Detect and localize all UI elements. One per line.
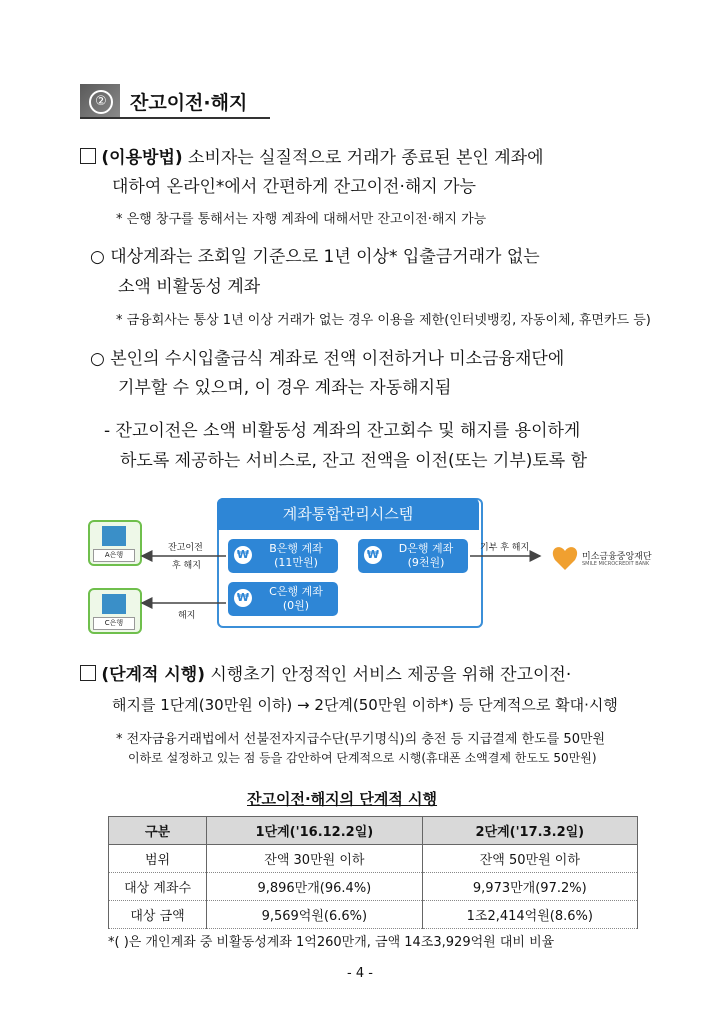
won-coin-icon: ₩ [234, 589, 252, 607]
table-cell: 9,569억원(6.6%) [207, 901, 422, 929]
won-coin-icon: ₩ [364, 546, 382, 564]
p5-label: (단계적 시행) [101, 665, 205, 685]
page-number: - 4 - [347, 966, 373, 981]
bank-c-label: C은행 [93, 617, 135, 630]
table-cell: 9,973만개(97.2%) [422, 873, 637, 901]
p3-text1: 본인의 수시입출금식 계좌로 전액 이전하거나 미소금융재단에 [110, 349, 565, 369]
account-c-name: C은행 계좌 [269, 585, 323, 598]
table-cell: 범위 [109, 845, 207, 873]
label-donate-close: 기부 후 해지 [480, 543, 530, 553]
p1-note: * 은행 창구를 통해서는 자행 계좌에 대해서만 잔고이전·해지 가능 [116, 212, 487, 227]
p1-line2: 대하여 온라인*에서 간편하게 잔고이전·해지 가능 [112, 177, 476, 197]
section-title: 잔고이전·해지 [130, 92, 248, 114]
p5-note1: * 전자금융거래법에서 선불전자지급수단(무기명식)의 충전 등 지급결제 한도를 50만원 [116, 732, 606, 747]
account-d-name: D은행 계좌 [398, 542, 454, 555]
account-b-amount: (11만원) [274, 556, 318, 569]
checkbox-square-icon [80, 665, 96, 681]
p4-line2: 하도록 제공하는 서비스로, 잔고 전액을 이전(또는 기부)토록 함 [120, 451, 588, 471]
table-row [109, 873, 638, 901]
table-header: 구분 [109, 817, 207, 845]
table-cell: 1조2,414억원(8.6%) [422, 901, 637, 929]
p4-line1: - 잔고이전은 소액 비활동성 계좌의 잔고회수 및 해지를 용이하게 [104, 421, 581, 441]
table-title: 잔고이전·해지의 단계적 시행 [247, 790, 438, 808]
won-coin-icon: ₩ [234, 546, 252, 564]
heart-logo-icon [553, 547, 577, 570]
account-b-name: B은행 계좌 [269, 542, 323, 555]
p5-line1 [80, 663, 571, 687]
p2-text1: 대상계좌는 조회일 기준으로 1년 이상* 입출금거래가 없는 [110, 247, 540, 267]
foundation-name-en: SMILE MICROCREDIT BANK [582, 561, 650, 567]
p2-line2: 소액 비활동성 계좌 [118, 277, 261, 297]
account-c-amount: (0원) [282, 599, 310, 612]
table-cell: 잔액 50만원 이하 [422, 845, 637, 873]
section-number: ② [89, 90, 113, 114]
system-title: 계좌통합관리시스템 [217, 498, 479, 530]
table-cell: 대상 금액 [109, 901, 207, 929]
label-transfer: 잔고이전 [168, 543, 203, 553]
bullet-circle-icon: ○ [90, 349, 105, 369]
table-footnote: *( )은 개인계좌 중 비활동성계좌 1억260만개, 금액 14조3,929억원 대비 비율 [108, 935, 555, 950]
p5-line2: 해지를 1단계(30만원 이하) → 2단계(50만원 이하*) 등 단계적으로 확대·시행 [112, 696, 618, 714]
foundation-name: 미소금융중앙재단 [582, 552, 652, 562]
p1-text1: 소비자는 실질적으로 거래가 종료된 본인 계좌에 [182, 148, 544, 168]
table-header: 2단계('17.3.2일) [422, 817, 637, 845]
table-header-row [109, 817, 638, 845]
table-header: 1단계('16.12.2일) [207, 817, 422, 845]
table-cell: 9,896만개(96.4%) [207, 873, 422, 901]
table-cell: 잔액 30만원 이하 [207, 845, 422, 873]
label-close: 해지 [178, 611, 196, 621]
table-row [109, 901, 638, 929]
account-d-amount: (9천원) [407, 556, 445, 569]
bullet-circle-icon: ○ [90, 247, 105, 267]
p5-note2: 이하로 설정하고 있는 점 등을 감안하여 단계적으로 시행(휴대폰 소액결제 한도도 50만원) [128, 751, 597, 765]
table-row [109, 845, 638, 873]
label-then-close: 후 해지 [172, 561, 201, 571]
p2-note: * 금융회사는 통상 1년 이상 거래가 없는 경우 이용을 제한(인터넷뱅킹, 자동이체, 휴면카드 등) [116, 313, 651, 328]
p3-line2: 기부할 수 있으며, 이 경우 계좌는 자동해지됨 [118, 378, 452, 398]
phase-table [108, 816, 638, 929]
bank-a-label: A은행 [93, 549, 135, 562]
table-cell: 대상 계좌수 [109, 873, 207, 901]
p1-label: (이용방법) [101, 148, 183, 168]
p5-text1: 시행초기 안정적인 서비스 제공을 위해 잔고이전· [204, 665, 572, 685]
